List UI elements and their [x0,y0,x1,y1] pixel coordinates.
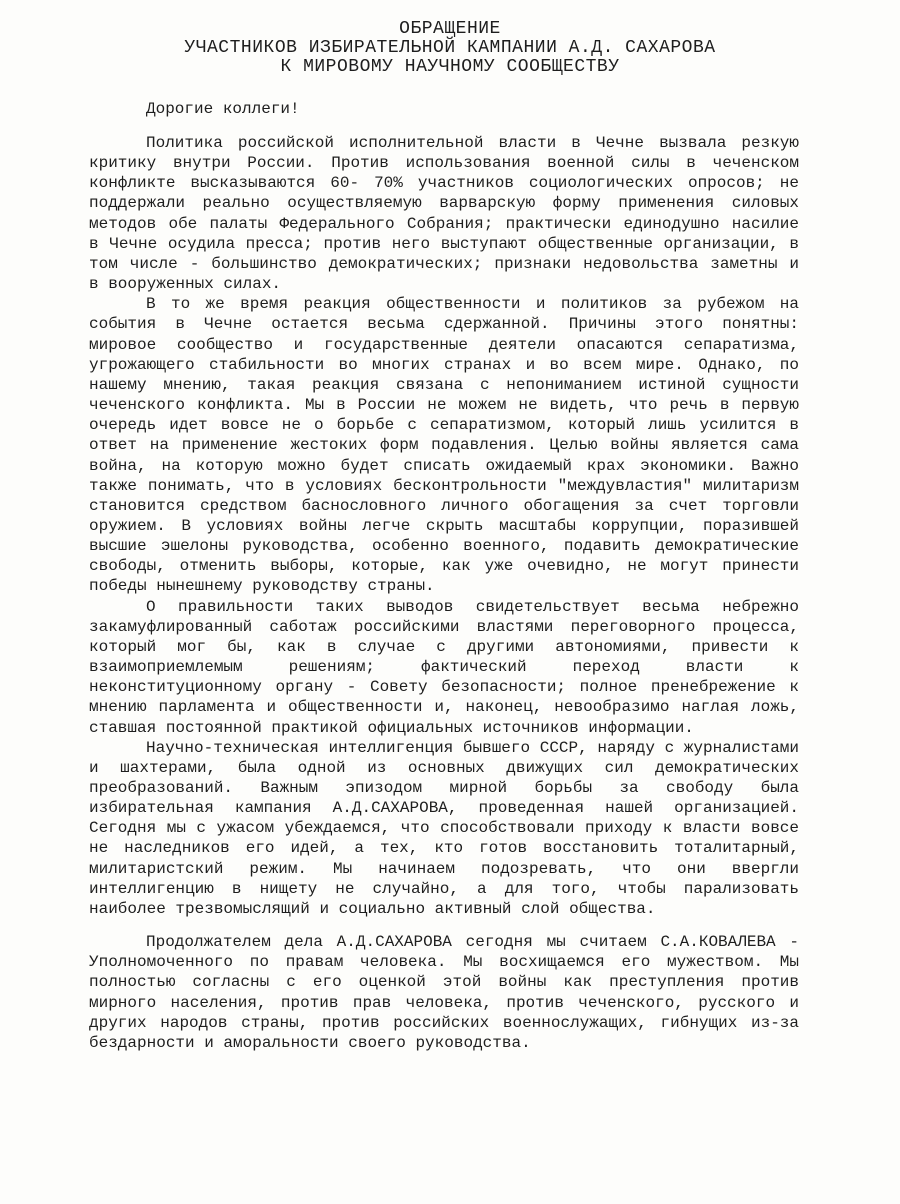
heading-line-participants: УЧАСТНИКОВ ИЗБИРАТЕЛЬНОЙ КАМПАНИИ А.Д. САХАРОВА [184,38,716,58]
heading-line-title: ОБРАЩЕНИЕ [399,19,501,39]
paragraph-reaction-abroad: В то же время реакция общественности и политиков за рубежом на события в Чечне остается весьма сдержанной. Причины этого понятны: мировое сообщество и государственные деятели опасаются сепаратизма, угрожающего стабильности во многих странах и во всем мире. Однако, по нашему мнению, такая реакция связана с непониманием истиной сущности чеченского конфликта. Мы в России не можем не видеть, что речь в первую очередь идет вовсе не о борьбе с сепаратизмом, который лишь усилится в ответ на применение жестоких форм подавления. Целью войны является сама война, на которую можно будет списать ожидаемый крах экономики. Важно также понимать, что в условиях бесконтрольности "междувластия" милитаризм становится средством баснословного личного обогащения за счет торговли оружием. В условиях войны легче скрыть масштабы коррупции, поразившей высшие эшелоны руководства, особенно военного, подавить демократические свободы, отменить выборы, которые, как уже очевидно, не могут принести победы нынешнему руководству страны. [89,295,799,596]
document-heading [0,20,900,77]
heading-line-addressee: К МИРОВОМУ НАУЧНОМУ СООБЩЕСТВУ [280,57,620,77]
salutation: Дорогие коллеги! [146,100,300,118]
paragraph-criticism-in-russia: Политика российской исполнительной власти в Чечне вызвала резкую критику внутри России. Против использования военной силы в чеченском конфликте высказываются 60- 70% участников социологических опросов; не поддержали реально осуществляемую варварскую форму применения силовых методов обе палаты Федерального Собрания; практически единодушно насилие в Чечне осудила пресса; против него выступают общественные организации, в том числе - большинство демократических; признаки недовольства заметны и в вооруженных силах. [89,134,799,294]
letter-body [89,133,799,1053]
paragraph-evidence: О правильности таких выводов свидетельствует весьма небрежно закамуфлированный саботаж российскими властями переговорного процесса, который мог бы, как в случае с другими автономиями, привести к взаимоприемлемым решениям; фактический переход власти к неконституционному органу - Совету безопасности; полное пренебрежение к мнению парламента и общественности и, наконец, невообразимо наглая ложь, ставшая постоянной практикой официальных источников информации. [89,597,799,737]
paragraph-intelligentsia: Научно-техническая интеллигенция бывшего СССР, наряду с журналистами и шахтерами, была одной из основных движущих сил демократических преобразований. Важным эпизодом мирной борьбы за свободу была избирательная кампания А.Д.САХАРОВА, проведенная нашей организацией. Сегодня мы с ужасом убеждаемся, что способствовали приходу к власти вовсе не наследников его идей, а тех, кто готов восстановить тоталитарный, милитаристский режим. Мы начинаем подозревать, что они ввергли интеллигенцию в нищету не случайно, а для того, чтобы парализовать наиболее трезвомыслящий и социально активный слой общества. [89,738,799,918]
paragraph-kovalev: Продолжателем дела А.Д.САХАРОВА сегодня мы считаем С.А.КОВАЛЕВА - Уполномоченного по правам человека. Мы восхищаемся его мужеством. Мы полностью согласны с его оценкой этой войны как преступления против мирного населения, против прав человека, против чеченского, русского и других народов страны, против российских военнослужащих, гибнущих из-за бездарности и аморальности своего руководства. [89,933,799,1052]
